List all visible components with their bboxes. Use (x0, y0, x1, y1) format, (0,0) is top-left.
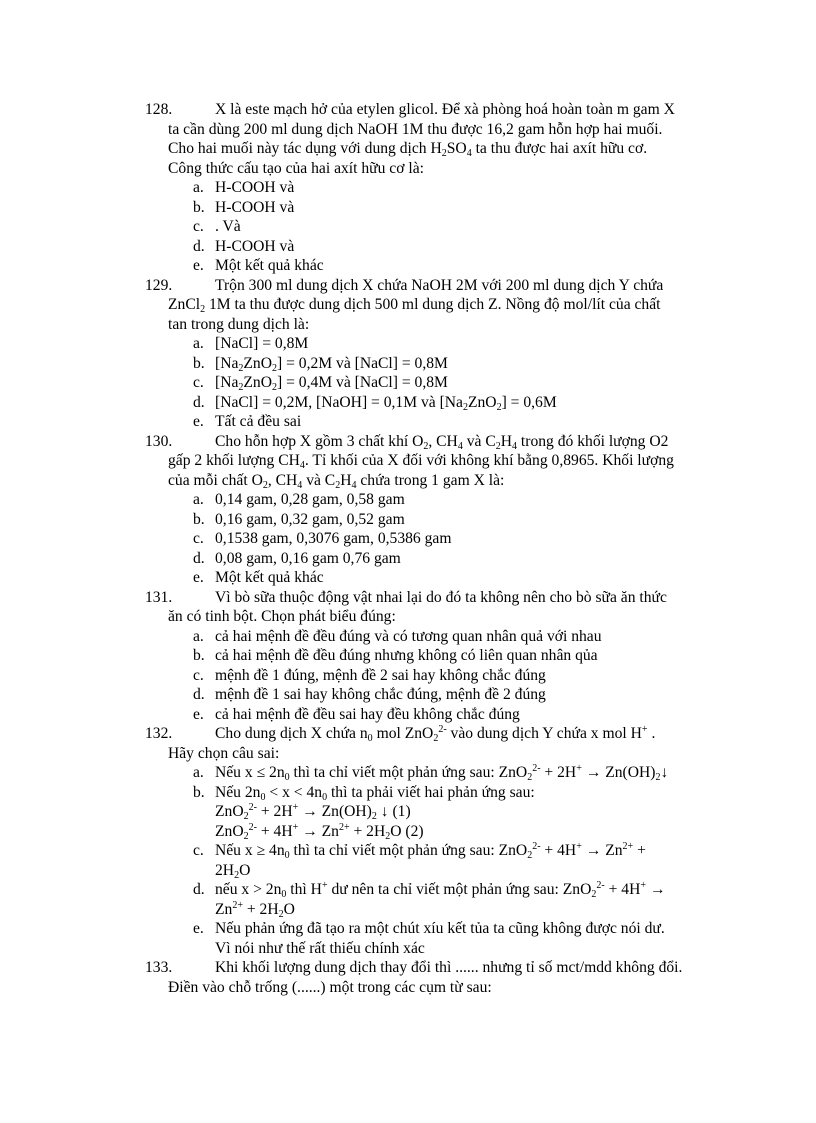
option-label: d. (193, 549, 205, 567)
option-label: a. (193, 764, 204, 781)
option-text: 0,08 gam, 0,16 gam 0,76 gam (215, 549, 401, 567)
option-line (0, 393, 816, 413)
option-label: a. (193, 627, 204, 645)
option-line (0, 802, 816, 822)
question-text: Trộn 300 ml dung dịch X chứa NaOH 2M với 200 ml dung dịch Y chứa (215, 276, 664, 294)
option-label: d. (193, 393, 205, 411)
option-text: 0,16 gam, 0,32 gam, 0,52 gam (215, 510, 405, 528)
option-line (0, 412, 816, 432)
option-label: c. (193, 374, 204, 391)
question-line (0, 588, 816, 608)
question-number: 130. (145, 432, 173, 450)
option-text: cả hai mệnh đề đều đúng nhưng không có liên quan nhân qủa (215, 647, 598, 664)
option-text: H-COOH và (215, 198, 295, 216)
option-label: d. (193, 237, 205, 255)
option-text: 0,14 gam, 0,28 gam, 0,58 gam (215, 491, 405, 508)
question-block (0, 958, 816, 997)
question-block (0, 724, 816, 958)
option-line (0, 763, 816, 783)
option-text: 0,1538 gam, 0,3076 gam, 0,5386 gam (215, 530, 452, 547)
option-text: Nếu phản ứng đã tạo ra một chút xíu kết tủa ta cũng không được nói dư. (215, 920, 665, 937)
option-label: c. (193, 842, 204, 859)
option-text: $ZnO_2^{2-} + 2H^+ \to Zn(OH)_2$ ↓ (1) (215, 802, 411, 822)
option-text: mệnh đề 1 sai hay không chắc đúng, mệnh đề 2 đúng (215, 686, 546, 703)
option-line (0, 919, 816, 939)
option-label: b. (193, 198, 205, 216)
option-line (0, 549, 816, 569)
question-text: Hãy chọn câu sai: (168, 744, 280, 762)
document-page (0, 100, 816, 997)
option-line (0, 900, 816, 920)
question-line (0, 100, 816, 120)
question-text: gấp 2 khối lượng $CH_4$. Tỉ khối của X đối với không khí bằng 0,8965. Khối lượng (168, 452, 674, 471)
option-line (0, 490, 816, 510)
option-text: nếu $x > 2n_0$ thì H+ dư nên ta chỉ viết một phản ứng sau: ZnO$_2^{2-}$ + 4H+ → (215, 880, 666, 900)
question-text: Điền vào chỗ trống (......) một trong các cụm từ sau: (168, 978, 492, 996)
option-label: e. (193, 920, 204, 937)
question-text: ta cần dùng 200 ml dung dịch NaOH 1M thu được 16,2 gam hỗn hợp hai muối. (168, 120, 663, 138)
option-text: $[Na_2ZnO_2] = 0,4M$ và [NaCl] = 0,8M (215, 374, 448, 393)
question-number: 128. (145, 101, 173, 118)
option-line (0, 822, 816, 842)
option-text: Vì nói như thế rất thiếu chính xác (215, 939, 425, 957)
question-text: ăn có tinh bột. Chọn phát biểu đúng: (168, 608, 396, 625)
question-text: ZnCl$_2$ 1M ta thu được dung dịch 500 ml dung dịch Z. Nồng độ mol/lít của chất (168, 296, 661, 315)
option-text: [NaCl] = 0,2M, [NaOH] = 0,1M và $[Na_2ZnO_2] = 0,6M$ (215, 393, 557, 413)
option-text: cả hai mệnh đề đều sai hay đều không chắc đúng (215, 705, 520, 723)
option-line (0, 568, 816, 588)
option-text: Nếu $x \le 2n_0$ thì ta chỉ viết một phản ứng sau: $ZnO_2^{2-} + 2H^+ \to Zn(OH)_2↓$ (215, 763, 669, 783)
question-text: Cho hỗn hợp X gồm 3 chất khí $O_2$, $CH_4$ và $C_2H_4$ trong đó khối lượng O2 (215, 432, 669, 452)
option-text: Nếu $2n_0 < x < 4n_0$ thì ta phải viết hai phản ứng sau: (215, 783, 535, 803)
option-text: . Và (215, 218, 241, 235)
option-text: Một kết quả khác (215, 257, 324, 274)
option-text: Tất cả đều sai (215, 413, 302, 430)
option-label: a. (193, 335, 204, 352)
question-text: Khi khối lượng dung dịch thay đổi thì ...... nhưng tỉ số mct/mdd không đổi. (215, 959, 683, 976)
option-label: c. (193, 530, 204, 547)
option-label: a. (193, 179, 204, 196)
question-block (0, 432, 816, 588)
option-line (0, 685, 816, 705)
option-label: d. (193, 686, 205, 703)
option-label: b. (193, 783, 205, 801)
question-text: Cho hai muối này tác dụng với dung dịch $H_2SO_4$ ta thu được hai axít hữu cơ. (168, 140, 648, 159)
option-label: e. (193, 413, 204, 430)
option-text: $ZnO_2^{2-} + 4H^+ \to Zn^{2+} + 2H_2O$ (2) (215, 821, 424, 842)
question-number: 132. (145, 725, 173, 742)
option-line (0, 373, 816, 393)
option-line (0, 783, 816, 803)
question-text: tan trong dung dịch là: (168, 315, 310, 333)
option-line (0, 354, 816, 374)
option-label: a. (193, 491, 204, 508)
question-block (0, 588, 816, 725)
option-line (0, 627, 816, 647)
option-text: Một kết quả khác (215, 569, 324, 586)
option-label: c. (193, 218, 204, 235)
option-text: [NaCl] = 0,8M (215, 335, 309, 352)
option-label: e. (193, 705, 204, 723)
question-line (0, 276, 816, 296)
question-text: Công thức cấu tạo của hai axít hữu cơ là: (168, 159, 424, 177)
option-text: H-COOH và (215, 179, 295, 196)
option-label: b. (193, 354, 205, 372)
question-block (0, 100, 816, 276)
option-line (0, 666, 816, 686)
option-line (0, 529, 816, 549)
option-label: b. (193, 647, 205, 664)
option-label: d. (193, 881, 205, 898)
question-number: 129. (145, 276, 173, 294)
option-text: $2H_2O$ (215, 861, 251, 881)
option-label: e. (193, 569, 204, 586)
question-block (0, 276, 816, 432)
option-text: Nếu $x \ge 4n_0$ thì ta chỉ viết một phản ứng sau: $ZnO_2^{2-} + 4H^+ \to Zn^{2+}$ + (215, 841, 646, 861)
option-line (0, 256, 816, 276)
option-line (0, 841, 816, 861)
option-text: mệnh đề 1 đúng, mệnh đề 2 sai hay không chắc đúng (215, 666, 546, 684)
option-line (0, 334, 816, 354)
option-label: b. (193, 510, 205, 528)
question-line (0, 958, 816, 978)
question-number: 133. (145, 959, 173, 976)
option-line (0, 939, 816, 959)
option-line (0, 198, 816, 218)
option-line (0, 705, 816, 725)
option-text: H-COOH và (215, 237, 295, 255)
question-text: của mỗi chất $O_2$, $CH_4$ và $C_2H_4$ chứa trong 1 gam X là: (168, 471, 505, 491)
option-text: cả hai mệnh đề đều đúng và có tương quan nhân quả với nhau (215, 627, 602, 645)
option-line (0, 217, 816, 237)
question-text: X là este mạch hở của etylen glicol. Để xà phòng hoá hoàn toàn m gam X (215, 101, 675, 118)
question-text: Cho dung dịch X chứa $n_0$ mol ZnO$_2^{2-}$ vào dung dịch Y chứa x mol H+ . (215, 724, 656, 744)
option-line (0, 880, 816, 900)
option-line (0, 510, 816, 530)
question-number: 131. (145, 588, 173, 606)
question-line (0, 432, 816, 452)
option-line (0, 646, 816, 666)
question-line (0, 724, 816, 744)
question-text: Vì bò sữa thuộc động vật nhai lại do đó ta không nên cho bò sữa ăn thức (215, 588, 667, 606)
option-text: $[Na_2ZnO_2] = 0,2M$ và [NaCl] = 0,8M (215, 354, 448, 374)
option-line (0, 237, 816, 257)
option-label: e. (193, 257, 204, 274)
option-text: $Zn^{2+} + 2H_2O$ (215, 899, 295, 920)
option-line (0, 861, 816, 881)
option-line (0, 178, 816, 198)
option-label: c. (193, 666, 204, 684)
